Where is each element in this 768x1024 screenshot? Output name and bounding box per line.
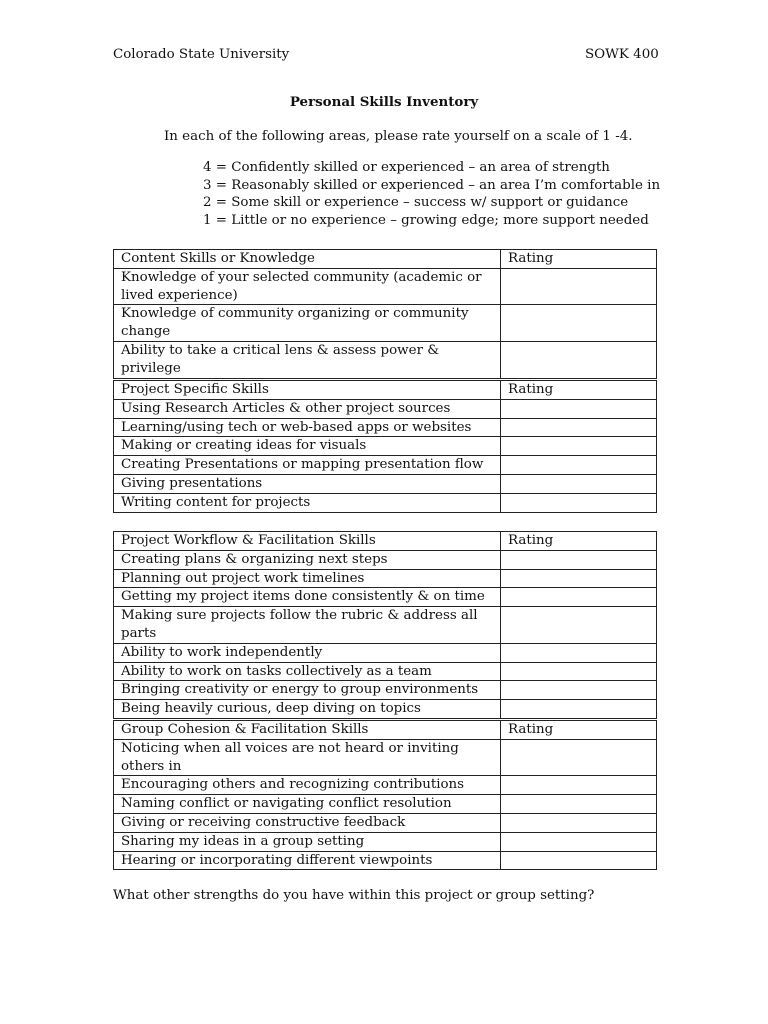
rating-cell[interactable]: [501, 456, 657, 475]
rating-cell[interactable]: [501, 493, 657, 512]
table-header-row: [114, 721, 657, 740]
table-row: [114, 456, 657, 475]
skill-label: Making sure projects follow the rubric & address all parts: [114, 607, 501, 644]
skill-label: Encouraging others and recognizing contributions: [114, 776, 501, 795]
project-skills-table: [113, 380, 657, 513]
table-row: [114, 341, 657, 378]
table-row: [114, 437, 657, 456]
table-row: [114, 550, 657, 569]
table-header-rating: Rating: [501, 721, 657, 740]
table-row: [114, 588, 657, 607]
table-row: [114, 776, 657, 795]
table-row: [114, 813, 657, 832]
rating-cell[interactable]: [501, 681, 657, 700]
skill-label: Naming conflict or navigating conflict resolution: [114, 795, 501, 814]
table-row: [114, 795, 657, 814]
header-university: Colorado State University: [113, 47, 290, 62]
table-header-category: Content Skills or Knowledge: [114, 250, 501, 269]
skill-label: Noticing when all voices are not heard or inviting others in: [114, 739, 501, 776]
rating-cell[interactable]: [501, 795, 657, 814]
rating-cell[interactable]: [501, 305, 657, 342]
table-row: [114, 268, 657, 305]
scale-item: 2 = Some skill or experience – success w/ support or guidance: [203, 195, 629, 210]
rating-cell[interactable]: [501, 832, 657, 851]
skill-label: Ability to work on tasks collectively as a team: [114, 662, 501, 681]
table-header-row: [114, 532, 657, 551]
skill-label: Ability to take a critical lens & assess power & privilege: [114, 341, 501, 378]
closing-question: What other strengths do you have within this project or group setting?: [113, 888, 595, 903]
table-header-category: Group Cohesion & Facilitation Skills: [114, 721, 501, 740]
skill-label: Knowledge of community organizing or community change: [114, 305, 501, 342]
skill-label: Creating Presentations or mapping presentation flow: [114, 456, 501, 475]
skill-label: Ability to work independently: [114, 643, 501, 662]
table-row: [114, 681, 657, 700]
rating-cell[interactable]: [501, 399, 657, 418]
table-header-rating: Rating: [501, 250, 657, 269]
table-row: [114, 643, 657, 662]
rating-cell[interactable]: [501, 268, 657, 305]
header-course-code: SOWK 400: [585, 47, 659, 62]
table-row: [114, 739, 657, 776]
skill-label: Writing content for projects: [114, 493, 501, 512]
table-row: [114, 662, 657, 681]
rating-cell[interactable]: [501, 474, 657, 493]
table-header-row: [114, 381, 657, 400]
skill-label: Planning out project work timelines: [114, 569, 501, 588]
rating-cell[interactable]: [501, 739, 657, 776]
skill-label: Giving or receiving constructive feedback: [114, 813, 501, 832]
rating-cell[interactable]: [501, 643, 657, 662]
instructions-text: In each of the following areas, please rate yourself on a scale of 1 -4.: [164, 129, 633, 144]
scale-item: 1 = Little or no experience – growing edge; more support needed: [203, 212, 649, 228]
table-row: [114, 569, 657, 588]
table-row: [114, 474, 657, 493]
table-header-rating: Rating: [501, 532, 657, 551]
table-row: [114, 493, 657, 512]
rating-cell[interactable]: [501, 851, 657, 870]
scale-item: 4 = Confidently skilled or experienced – an area of strength: [203, 160, 610, 175]
group-cohesion-table: [113, 720, 657, 870]
rating-cell[interactable]: [501, 588, 657, 607]
skill-label: Hearing or incorporating different viewpoints: [114, 851, 501, 870]
rating-scale-list: [203, 159, 660, 229]
rating-cell[interactable]: [501, 550, 657, 569]
rating-cell[interactable]: [501, 813, 657, 832]
rating-cell[interactable]: [501, 569, 657, 588]
table-row: [114, 305, 657, 342]
content-skills-table: [113, 249, 657, 379]
table-header-category: Project Workflow & Facilitation Skills: [114, 532, 501, 551]
rating-cell[interactable]: [501, 776, 657, 795]
skill-label: Getting my project items done consistently & on time: [114, 588, 501, 607]
skill-label: Using Research Articles & other project sources: [114, 399, 501, 418]
rating-cell[interactable]: [501, 437, 657, 456]
skill-label: Creating plans & organizing next steps: [114, 550, 501, 569]
table-header-rating: Rating: [501, 381, 657, 400]
skill-label: Being heavily curious, deep diving on topics: [114, 700, 501, 719]
rating-cell[interactable]: [501, 341, 657, 378]
rating-cell[interactable]: [501, 662, 657, 681]
table-header-row: [114, 250, 657, 269]
table-row: [114, 607, 657, 644]
skill-label: Sharing my ideas in a group setting: [114, 832, 501, 851]
table-row: [114, 832, 657, 851]
workflow-skills-table: [113, 531, 657, 719]
skill-label: Giving presentations: [114, 474, 501, 493]
scale-item: 3 = Reasonably skilled or experienced – an area I’m comfortable in: [203, 177, 661, 193]
skill-label: Knowledge of your selected community (academic or lived experience): [114, 268, 501, 305]
table-row: [114, 418, 657, 437]
table-row: [114, 399, 657, 418]
skill-label: Bringing creativity or energy to group environments: [114, 681, 501, 700]
table-header-category: Project Specific Skills: [114, 381, 501, 400]
skill-label: Learning/using tech or web-based apps or websites: [114, 418, 501, 437]
table-row: [114, 851, 657, 870]
skill-label: Making or creating ideas for visuals: [114, 437, 501, 456]
rating-cell[interactable]: [501, 700, 657, 719]
rating-cell[interactable]: [501, 418, 657, 437]
rating-cell[interactable]: [501, 607, 657, 644]
table-row: [114, 700, 657, 719]
page-title: Personal Skills Inventory: [289, 94, 479, 110]
